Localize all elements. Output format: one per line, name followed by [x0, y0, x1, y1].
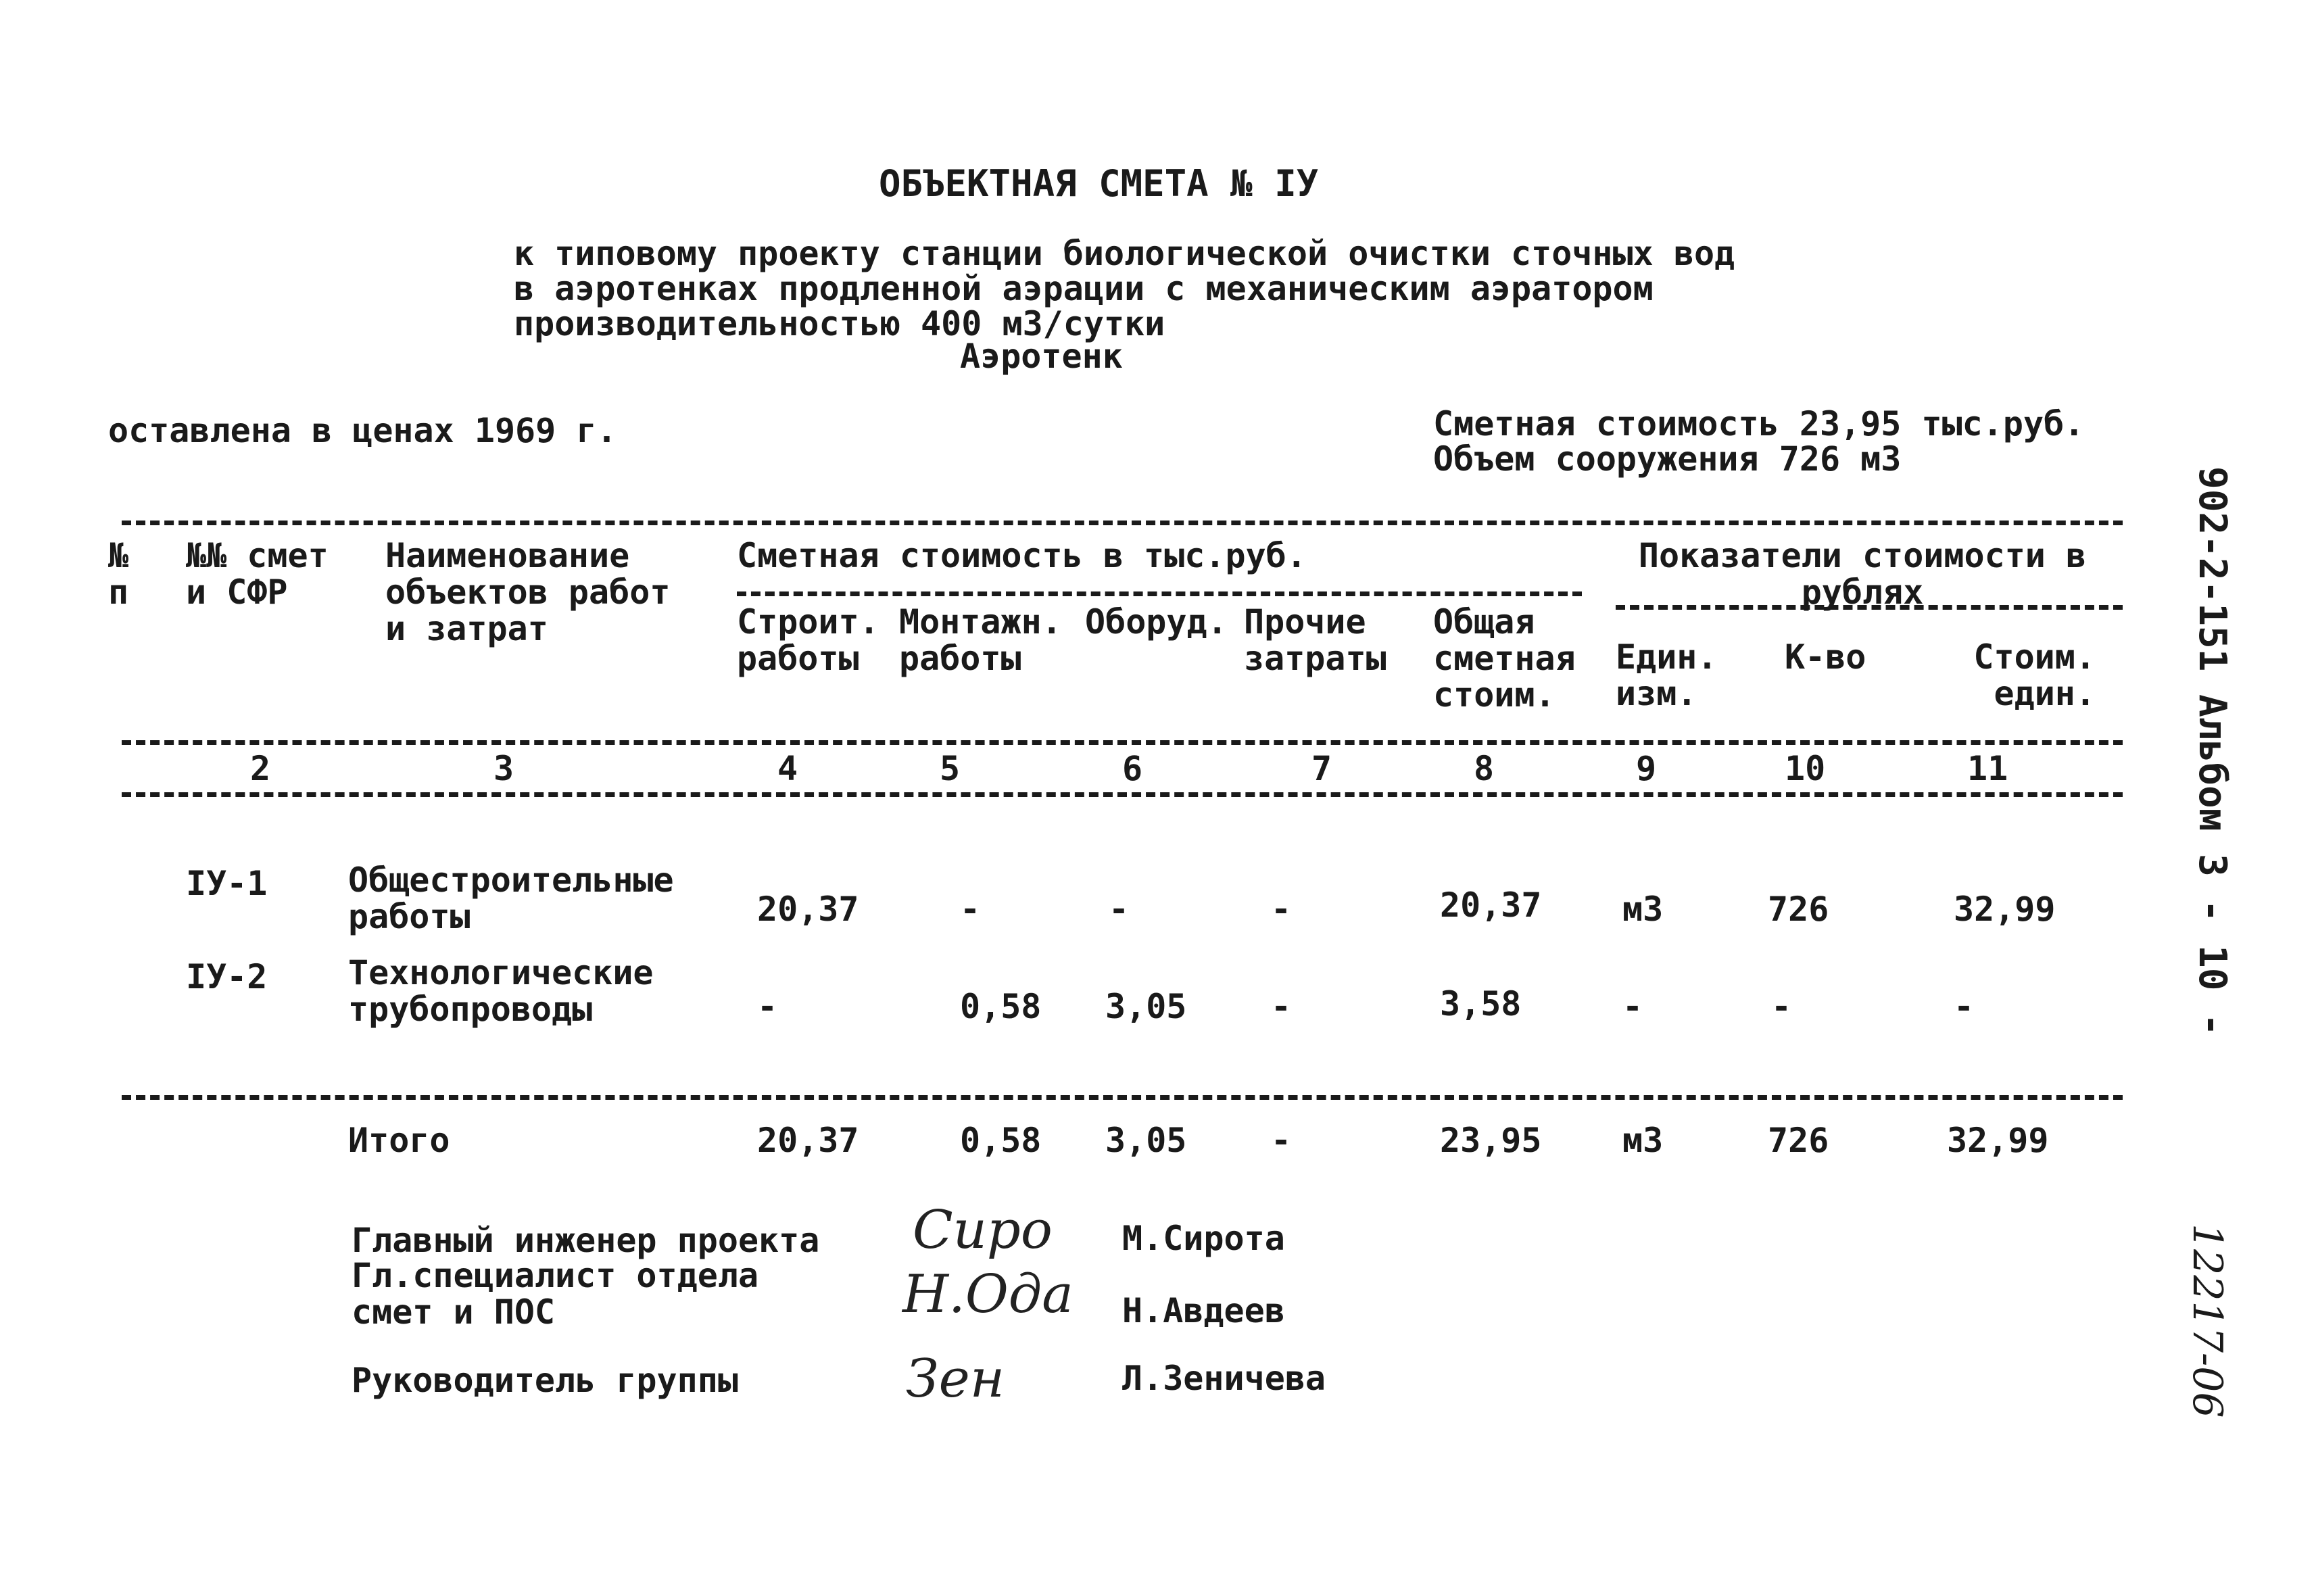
row-qty: -: [1771, 987, 1792, 1026]
total-top-rule: [122, 1095, 2123, 1100]
object-name: Аэротенк: [960, 337, 1123, 376]
head-build: Строит. работы: [737, 602, 879, 678]
prices-note: оставлена в ценах 1969 г.: [108, 411, 617, 450]
total-qty: 726: [1768, 1121, 1829, 1160]
total-mount: 0,58: [960, 1121, 1042, 1160]
col-num-10: 10: [1785, 749, 1826, 788]
col-num-11: 11: [1967, 749, 2008, 788]
margin-album-label: 902-2-151 Альбом 3 - 10 -: [2190, 466, 2234, 1036]
row-unit-cost: 32,99: [1954, 890, 2056, 929]
col-num-3: 3: [493, 749, 514, 788]
col-num-2: 2: [250, 749, 271, 788]
estimated-cost: Сметная стоимость 23,95 тыс.руб.: [1433, 404, 2085, 443]
total-label: Итого: [348, 1121, 450, 1160]
head-indicator-group: Показатели стоимости в рублях: [1638, 536, 2087, 612]
row-unit-cost: -: [1954, 987, 1975, 1026]
head-unit-cost: Стоим. един.: [1973, 637, 2096, 713]
row-total: 3,58: [1440, 984, 1522, 1023]
head-unit: Един. изм.: [1616, 637, 1718, 713]
row-name: Общестроительные работы: [348, 861, 674, 936]
signature-role-group-head: Руководитель группы: [352, 1361, 738, 1400]
col-number-rule: [122, 792, 2123, 797]
total-unit-cost: 32,99: [1947, 1121, 2049, 1160]
col-num-4: 4: [777, 749, 798, 788]
total-unit: м3: [1622, 1121, 1664, 1160]
total-build: 20,37: [757, 1121, 859, 1160]
head-cost-group: Сметная стоимость в тыс.руб.: [737, 536, 1307, 575]
row-unit: м3: [1622, 890, 1664, 929]
row-equip: 3,05: [1105, 987, 1187, 1026]
row-build: 20,37: [757, 890, 859, 929]
signature-name-2: Н.Авдеев: [1122, 1291, 1285, 1330]
structure-volume: Объем сооружения 726 м3: [1433, 439, 1902, 479]
row-equip: -: [1109, 890, 1130, 929]
total-other: -: [1271, 1121, 1292, 1160]
head-other: Прочие затраты: [1244, 602, 1386, 678]
col-num-7: 7: [1311, 749, 1332, 788]
row-other: -: [1271, 987, 1292, 1026]
head-qty: К-во: [1785, 637, 1866, 677]
head-name: Наименование объектов работ и затрат: [385, 536, 671, 648]
handwritten-signature-1: Сиро: [913, 1200, 1053, 1261]
document-title: ОБЪЕКТНАЯ СМЕТА № IУ: [879, 162, 1319, 205]
row-mount: -: [960, 890, 981, 929]
subtitle-line-1: к типовому проекту станции биологической очистки сточных вод: [514, 234, 1735, 273]
signature-name-3: Л.Зеничева: [1122, 1359, 1326, 1398]
subtitle-line-2: в аэротенках продленной аэрации с механическим аэратором: [514, 269, 1654, 308]
row-unit: -: [1622, 987, 1643, 1026]
row-other: -: [1271, 890, 1292, 929]
row-name: Технологические трубопроводы: [348, 953, 654, 1029]
col-num-9: 9: [1636, 749, 1657, 788]
head-mount: Монтажн. работы: [899, 602, 1062, 678]
row-mount: 0,58: [960, 987, 1042, 1026]
col-num-8: 8: [1474, 749, 1495, 788]
table-top-rule: [122, 521, 2123, 525]
col-num-5: 5: [940, 749, 961, 788]
cost-group-rule: [737, 591, 1582, 596]
row-build: -: [757, 987, 778, 1026]
signature-role-chief-engineer: Главный инженер проекта: [352, 1221, 820, 1260]
handwritten-signature-2: Н.Ода: [902, 1264, 1073, 1325]
header-bottom-rule: [122, 740, 2123, 745]
margin-code: 12217-06: [2184, 1224, 2231, 1418]
row-qty: 726: [1768, 890, 1829, 929]
signature-name-1: М.Сирота: [1122, 1219, 1285, 1258]
head-equip: Оборуд.: [1085, 602, 1228, 642]
subtitle-line-3: производительностью 400 м3/сутки: [514, 304, 1165, 343]
head-total: Общая сметная стоим.: [1433, 602, 1576, 715]
head-num: № п: [108, 536, 129, 612]
handwritten-signature-3: Зен: [906, 1349, 1005, 1409]
total-total: 23,95: [1440, 1121, 1542, 1160]
signature-role-specialist: Гл.специалист отдела смет и ПОС: [352, 1256, 759, 1332]
total-equip: 3,05: [1105, 1121, 1187, 1160]
row-estimate-number: IУ-2: [186, 957, 268, 996]
col-num-6: 6: [1122, 749, 1143, 788]
row-estimate-number: IУ-1: [186, 864, 268, 903]
head-estimate-number: №№ смет и СФР: [186, 536, 329, 612]
row-total: 20,37: [1440, 886, 1542, 925]
